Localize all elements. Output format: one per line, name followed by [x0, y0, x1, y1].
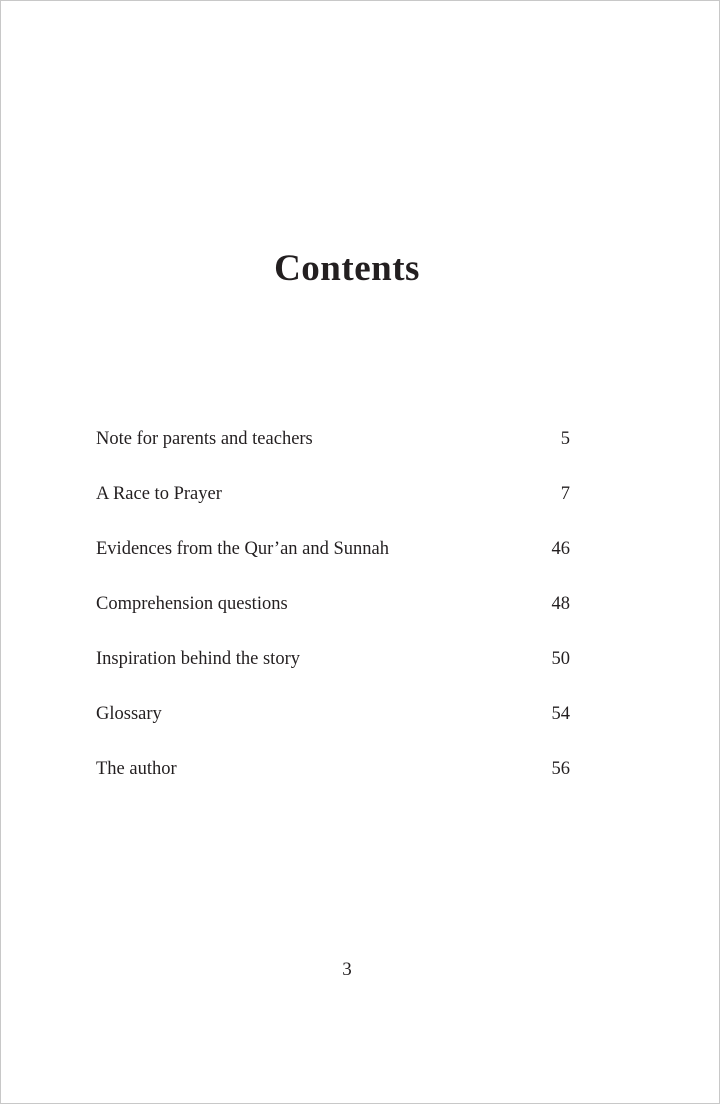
toc-entry [96, 427, 570, 482]
toc-entry-label: The author [96, 759, 177, 779]
toc-entry-page: 46 [551, 539, 570, 559]
toc-entry-page: 5 [560, 429, 570, 449]
toc-entry-label: Evidences from the Qur’an and Sunnah [96, 539, 390, 559]
page-title: Contents [274, 248, 420, 289]
toc-entry [96, 757, 570, 812]
toc-entry-page: 54 [551, 704, 570, 724]
toc-entry [96, 647, 570, 702]
toc-entry [96, 482, 570, 537]
toc-entry-label: Note for parents and teachers [96, 429, 313, 449]
toc-entry-page: 7 [560, 484, 570, 504]
toc-entry-label: A Race to Prayer [96, 484, 222, 504]
toc-entry-label: Inspiration behind the story [96, 649, 300, 669]
toc-entry-page: 50 [551, 649, 570, 669]
toc-entry [96, 702, 570, 757]
table-of-contents [96, 427, 570, 812]
toc-entry-page: 56 [551, 759, 570, 779]
toc-entry [96, 537, 570, 592]
toc-entry-page: 48 [551, 594, 570, 614]
toc-entry-label: Glossary [96, 704, 162, 724]
page-number: 3 [342, 959, 352, 980]
toc-entry-label: Comprehension questions [96, 594, 288, 614]
toc-entry [96, 592, 570, 647]
